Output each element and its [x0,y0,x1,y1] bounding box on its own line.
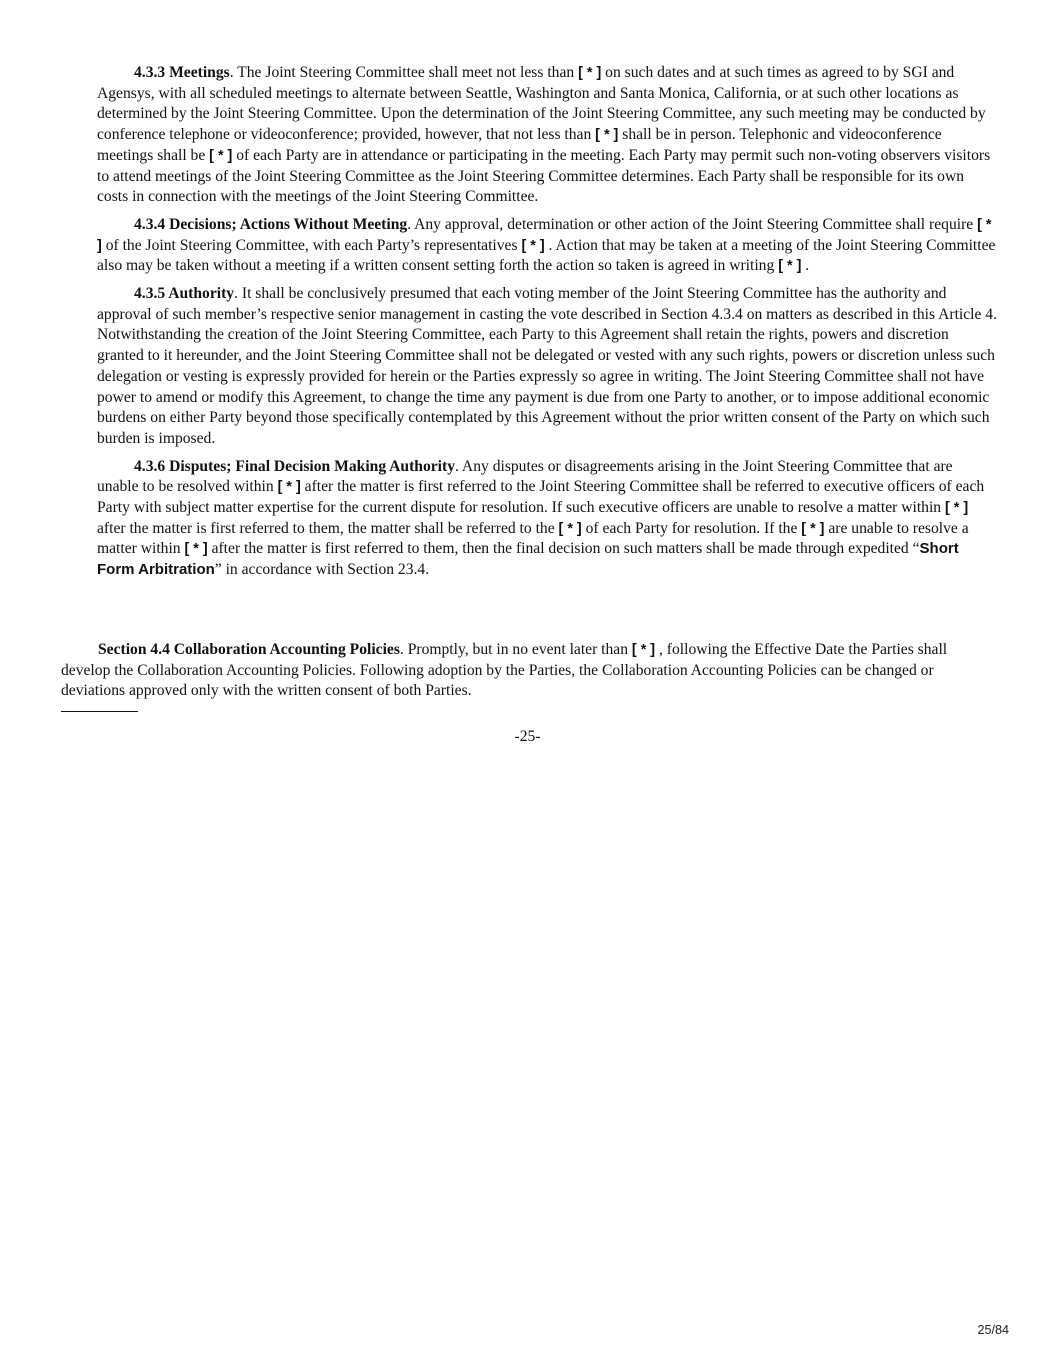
redaction-marker: [ * ] [209,147,233,164]
section-heading: 4.3.3 Meetings [134,64,230,81]
redaction-marker: [ * ] [578,65,602,81]
section-4-3-4-decisions: 4.3.4 Decisions; Actions Without Meeting. Any approval, determination or other action of the Joint Steering Committee shall require [ * ] of the Joint Steering Committee, with each Party’s representatives [ * ] . Action that may be taken at a meeting of the Joint Steering Committee also may be taken without a meeting if a written consent setting forth the action so taken is agreed in writing [ * ] . [97,215,996,275]
redaction-marker: [ * ] [595,127,619,144]
redaction-marker: [ * ] [184,541,208,558]
redaction-marker: [ * ] [801,520,825,537]
section-heading: Section 4.4 Collaboration Accounting Policies [98,641,400,658]
redaction-marker: [ * ] [97,216,992,254]
redaction-marker: [ * ] [944,500,969,517]
redaction-marker: [ * ] [778,258,802,275]
article-4-3-body [97,63,997,588]
footnote-divider [61,711,138,712]
section-4-4-accounting-policies: Section 4.4 Collaboration Accounting Policies. Promptly, but in no event later than [ * ] , following the Effective Date the Parties shall develop the Collaboration Accounting Policies. Following adoption by the Parties, the Collaboration Accounting Policies can be changed or deviations approved only with the written consent of both Parties. [61,641,948,700]
section-4-3-6-disputes: 4.3.6 Disputes; Final Decision Making Authority. Any disputes or disagreements arising in the Joint Steering Committee that are unable to be resolved within [ * ] after the matter is first referred to the Joint Steering Committee shall be referred to executive officers of each Party with subject matter expertise for the current dispute for resolution. If such executive officers are unable to resolve a matter within [ * ] after the matter is first referred to them, the matter shall be referred to the [ * ] of each Party for resolution. If the [ * ] are unable to resolve a matter within [ * ] after the matter is first referred to them, then the final decision on such matters shall be made through expedited “Short Form Arbitration” in accordance with Section 23.4. [97,457,985,579]
redaction-marker: [ * ] [631,642,656,658]
redaction-marker: [ * ] [277,479,301,496]
section-4-3-3-meetings: 4.3.3 Meetings. The Joint Steering Committee shall meet not less than [ * ] on such dates and at such times as agreed to by SGI and Agensys, with all scheduled meetings to alternate between Seattle, Washington and Santa Monica, California, or at such other locations as determined by the Joint Steering Committee. Upon the determination of the Joint Steering Committee, any such meeting may be conducted by conference telephone or videoconference; provided, however, that not less than [ * ] shall be in person. Telephonic and videoconference meetings shall be [ * ] of each Party are in attendance or participating in the meeting. Each Party may permit such non-voting observers visitors to attend meetings of the Joint Steering Committee as the Joint Steering Committee determines. Each Party shall be responsible for its own costs in connection with the meetings of the Joint Steering Committee. [97,64,991,206]
defined-term: Short Form Arbitration [97,540,959,579]
redaction-marker: [ * ] [521,237,545,254]
redaction-marker: [ * ] [558,520,582,537]
page-counter: 25/84 [977,1323,1009,1337]
section-heading: 4.3.4 Decisions; Actions Without Meeting [134,215,408,233]
section-heading: 4.3.5 Authority [134,285,235,303]
section-heading: 4.3.6 Disputes; Final Decision Making Authority [134,457,455,475]
page-number: -25- [514,728,541,745]
section-4-3-5-authority: 4.3.5 Authority. It shall be conclusively presumed that each voting member of the Joint Steering Committee has the authority and approval of such member’s respective senior management in casting the vote described in Section 4.3.4 on matters as described in this Article 4. Notwithstanding the creation of the Joint Steering Committee, each Party to this Agreement shall retain the rights, powers and discretion granted to it hereunder, and the Joint Steering Committee shall not be delegated or vested with any such rights, powers or discretion unless such delegation or vesting is expressly provided for herein or the Parties expressly so agree in writing. The Joint Steering Committee shall not have power to amend or modify this Agreement, to change the time any payment is due from one Party to another, or to impose additional economic burdens on either Party beyond those specifically contemplated by this Agreement without the prior written consent of the Party on which such burden is imposed. [97,285,997,447]
